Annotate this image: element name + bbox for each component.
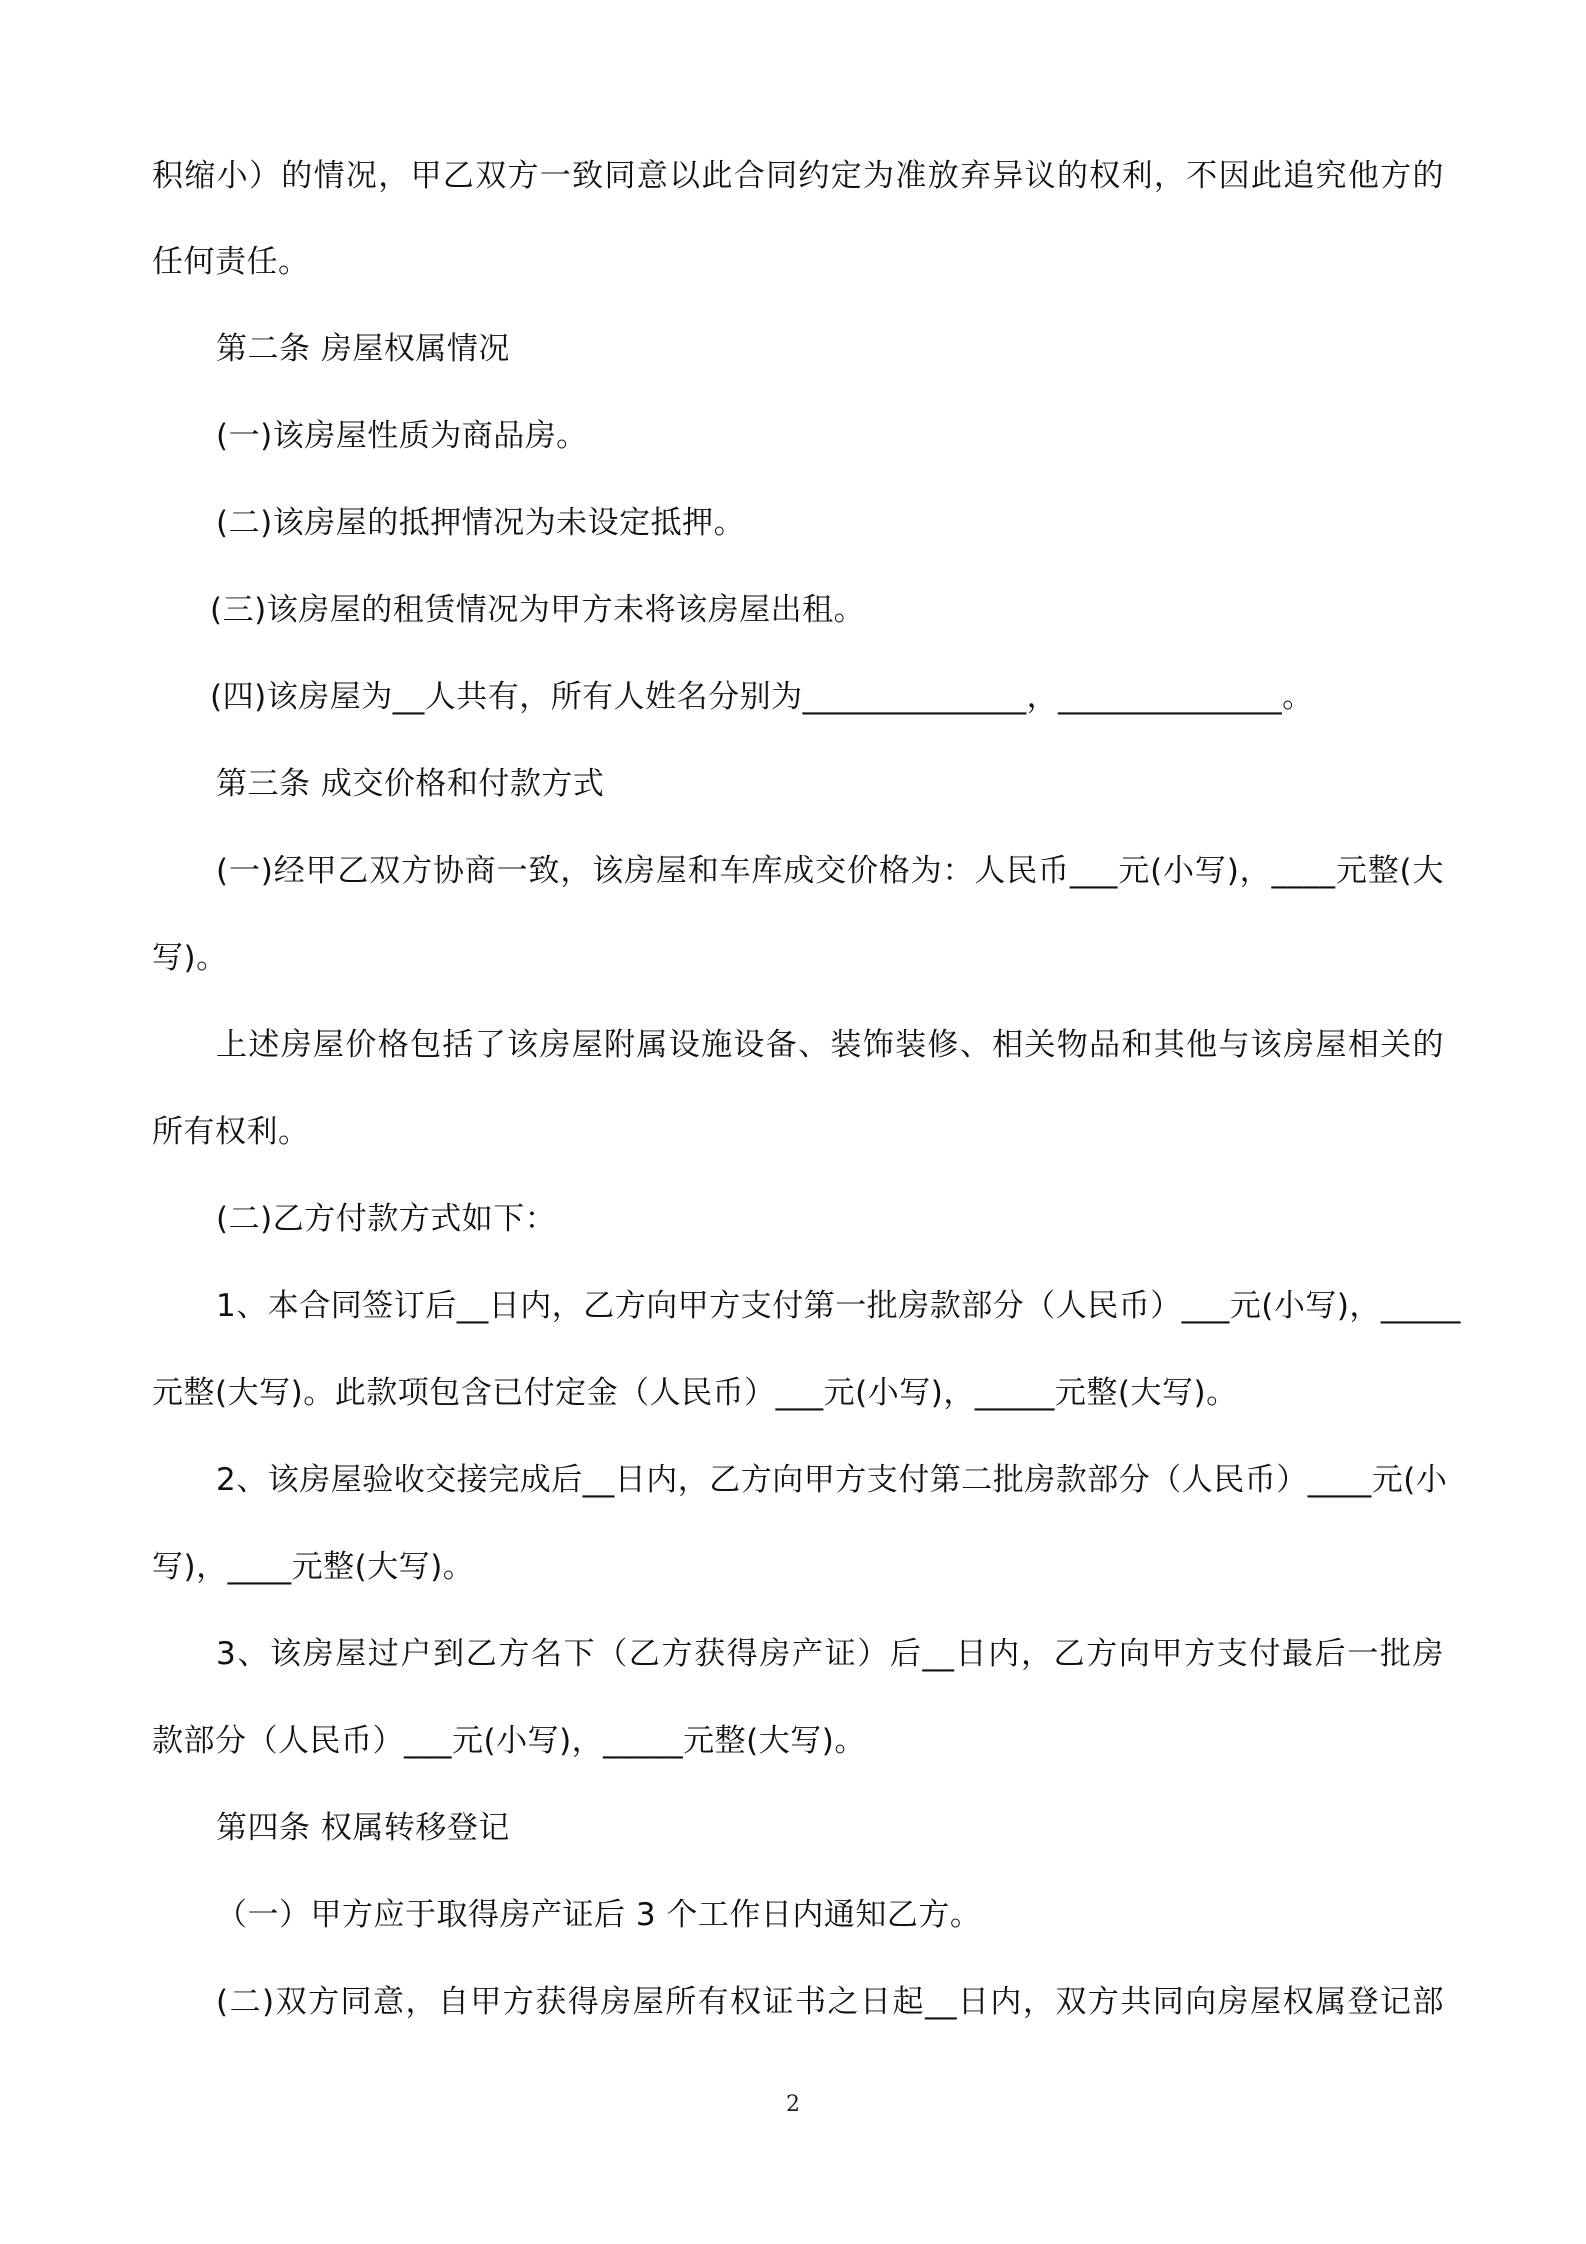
payment-item: 3、该房屋过户到乙方名下（乙方获得房产证）后__日内，乙方向甲方支付最后一批房 <box>216 1636 1444 1672</box>
paragraph-line: 所有权利。 <box>152 1114 310 1150</box>
paragraph-line: 写)。 <box>152 940 228 976</box>
clause-item: (四)该房屋为__人共有，所有人姓名分别为______________，______________。 <box>210 679 1314 715</box>
clause-item: (二)双方同意，自甲方获得房屋所有权证书之日起__日内，双方共同向房屋权属登记部 <box>216 1984 1444 2020</box>
payment-item: 2、该房屋验收交接完成后__日内，乙方向甲方支付第二批房款部分（人民币）____元(小 <box>216 1462 1448 1498</box>
clause-item: (一)该房屋性质为商品房。 <box>216 418 588 454</box>
paragraph-line: 款部分（人民币）___元(小写)，_____元整(大写)。 <box>152 1723 866 1759</box>
paragraph-line: 写)，____元整(大写)。 <box>152 1549 475 1585</box>
paragraph-line: 积缩小）的情况，甲乙双方一致同意以此合同约定为准放弃异议的权利，不因此追究他方的 <box>152 158 1444 194</box>
clause-item: (二)乙方付款方式如下： <box>216 1201 557 1237</box>
paragraph-line: 元整(大写)。此款项包含已付定金（人民币）___元(小写)，_____元整(大写)。 <box>152 1375 1238 1411</box>
clause-item: (三)该房屋的租赁情况为甲方未将该房屋出租。 <box>210 592 866 628</box>
paragraph-line: 任何责任。 <box>152 244 310 280</box>
clause-item: （一）甲方应于取得房产证后 3 个工作日内通知乙方。 <box>216 1897 982 1933</box>
clause-item: (一)经甲乙双方协商一致，该房屋和车库成交价格为：人民币___元(小写)，____元整(大 <box>216 853 1444 889</box>
paragraph-line: 上述房屋价格包括了该房屋附属设施设备、装饰装修、相关物品和其他与该房屋相关的 <box>216 1027 1444 1063</box>
page-number: 2 <box>786 2092 800 2117</box>
payment-item: 1、本合同签订后__日内，乙方向甲方支付第一批房款部分（人民币）___元(小写)，_____ <box>216 1288 1461 1324</box>
section-heading: 第四条 权属转移登记 <box>216 1810 510 1846</box>
clause-item: (二)该房屋的抵押情况为未设定抵押。 <box>216 505 746 541</box>
section-heading: 第三条 成交价格和付款方式 <box>216 766 605 802</box>
section-heading: 第二条 房屋权属情况 <box>216 331 510 367</box>
